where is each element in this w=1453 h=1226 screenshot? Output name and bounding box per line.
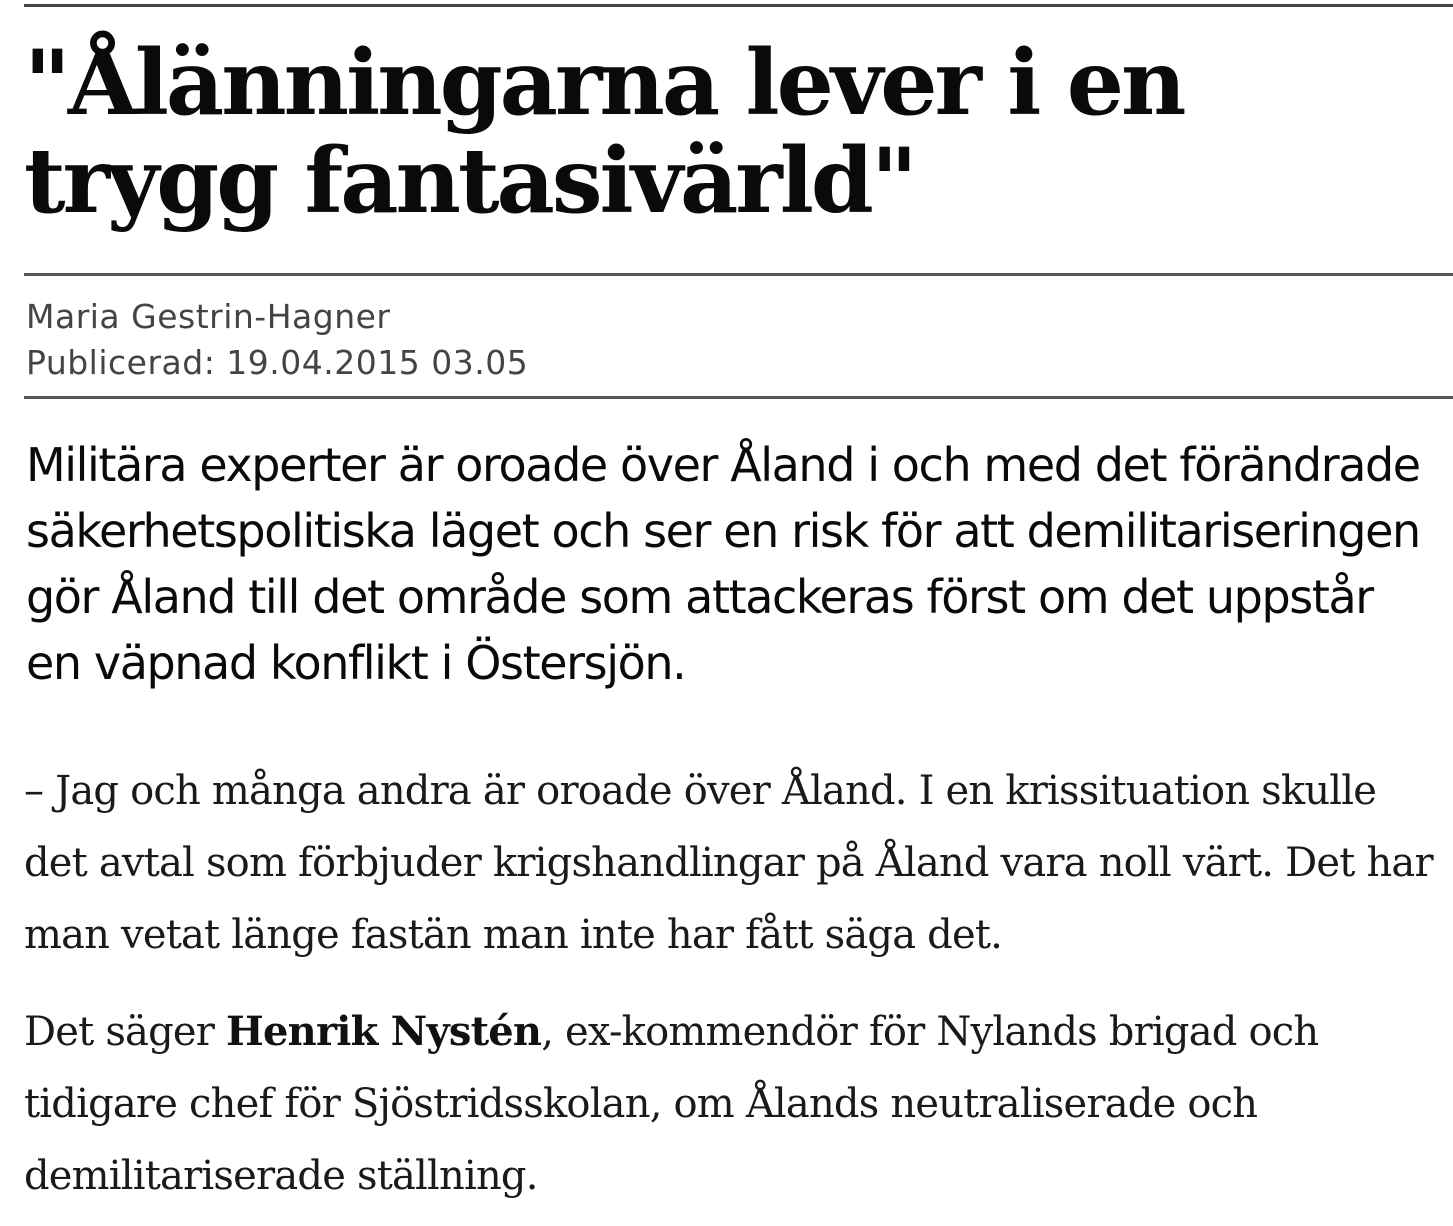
article-lead: Militära experter är oroade över Åland i och med det förändrade säkerhetspolitiska läget och ser en risk för att demilitariseringen gör Åland till det område som attackeras först om det uppstår en väpnad konflikt i Östersjön. [26, 438, 1420, 690]
byline-divider [24, 396, 1453, 399]
body-paragraph-1: – Jag och många andra är oroade över Åland. I en krissituation skulle det avtal som förbjuder krigshandlingar på Åland vara noll värt. Det har man vetat länge fastän man inte har fått säga det. [24, 768, 1433, 958]
article-headline: "Ålänningarna lever i en trygg fantasivärld" [24, 30, 1184, 234]
body-paragraph-2 [24, 996, 1439, 1212]
paragraph2-suffix: , ex-kommendör för Nylands brigad och tidigare chef för Sjöstridsskolan, om Ålands neutraliserade och demilitariserade ställning. [24, 1009, 1319, 1199]
publish-date: Publicerad: 19.04.2015 03.05 [26, 343, 529, 382]
author-name[interactable]: Maria Gestrin-Hagner [26, 297, 391, 336]
person-name: Henrik Nystén [226, 1008, 542, 1055]
byline [26, 294, 528, 386]
top-divider [24, 4, 1453, 7]
article-body [24, 755, 1439, 1226]
headline-divider [24, 273, 1453, 276]
paragraph2-prefix: Det säger [24, 1009, 227, 1055]
